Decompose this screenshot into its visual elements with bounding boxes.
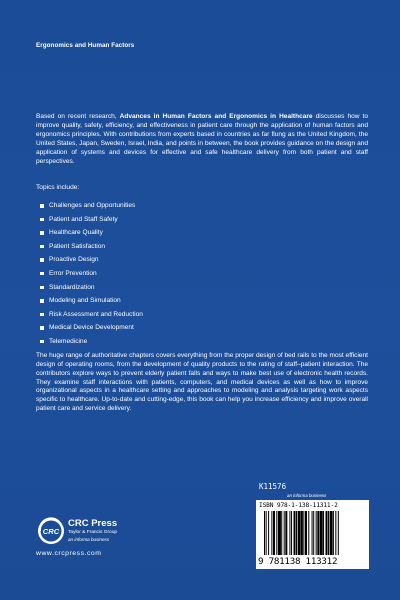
- barcode-bar: [333, 511, 334, 555]
- barcode-bar: [271, 511, 272, 555]
- list-item: [38, 294, 143, 308]
- topic-label: Patient and Staff Safety: [49, 215, 118, 223]
- topic-label: Modeling and Simulation: [49, 297, 121, 305]
- bullet-icon: [40, 258, 44, 262]
- barcode-bar: [335, 511, 336, 555]
- barcode-bar: [266, 511, 267, 555]
- book-title: Advances in Human Factors and Ergonomics in Healthcare: [119, 113, 313, 120]
- barcode-bar: [281, 511, 282, 555]
- barcode-icon: [264, 511, 362, 555]
- barcode-bar: [316, 511, 317, 555]
- list-item: [38, 308, 143, 322]
- isbn-text: ISBN 978-1-138-11311-2: [259, 502, 338, 509]
- topic-label: Patient Satisfaction: [49, 242, 106, 250]
- barcode-bar: [285, 511, 287, 555]
- topic-label: Standardization: [49, 283, 95, 291]
- barcode-bar: [320, 511, 323, 555]
- topic-label: Healthcare Quality: [49, 229, 103, 237]
- barcode-bar: [296, 511, 297, 555]
- bullet-icon: [40, 204, 44, 208]
- description-paragraph: The huge range of authoritative chapters covers everything from the proper design of bed rails to the most efficient design of operating rooms, from the development of quality products to the rating of staff–patient interaction. The contributors explore ways to prevent elderly patient falls and ways to make best use of electronic health records. They examine staff interactions with patients, computers, and medical devices as well as how to improve organizational aspects in a healthcare setting and approaches to modeling and analysis targeting work aspects specific to healthcare. Up-to-date and cutting-edge, this book can help you increase efficiency and improve overall patient care and service delivery.: [36, 352, 368, 413]
- barcode-bar: [330, 511, 333, 555]
- barcode-bar: [303, 511, 304, 555]
- bullet-icon: [40, 272, 44, 276]
- publisher-website: www.crcpress.com: [36, 550, 102, 557]
- bullet-icon: [40, 286, 44, 290]
- bullet-icon: [40, 231, 44, 235]
- barcode-bar: [276, 511, 277, 555]
- barcode-bar: [278, 511, 281, 555]
- topic-label: Medical Device Development: [49, 324, 134, 332]
- crc-press-logo-icon: [37, 517, 65, 545]
- barcode-label: [256, 500, 369, 569]
- barcode-bar: [326, 511, 328, 555]
- barcode-bar: [284, 511, 285, 555]
- bullet-icon: [40, 340, 44, 344]
- list-item: [38, 226, 143, 240]
- barcode-bar: [273, 511, 275, 555]
- list-item: [38, 281, 143, 295]
- barcode-bar: [308, 511, 309, 555]
- product-code: K11576: [259, 482, 287, 491]
- topics-list: [38, 199, 143, 349]
- topic-label: Proactive Design: [49, 256, 99, 264]
- barcode-bar: [328, 511, 329, 555]
- bullet-icon: [40, 313, 44, 317]
- topic-label: Challenges and Opportunities: [49, 202, 136, 209]
- barcode-bar: [338, 511, 339, 555]
- bullet-icon: [40, 218, 44, 222]
- barcode-bar: [298, 511, 301, 555]
- barcode-bar: [268, 511, 269, 555]
- list-item: [38, 267, 143, 281]
- intro-rest: discusses how to improve quality, safety, efficiency, and effectiveness in patient care through the application of human factors and ergonomics principles. With contributions from experts based in countries as far flung as the United Kingdom, the United States, Japan, Sweden, Israel, India, and points in between, the book provides guidance on the design and application of systems and devices for effective and safe healthcare delivery from both patient and staff perspectives.: [36, 113, 369, 165]
- barcode-bar: [317, 511, 319, 555]
- barcode-bar: [305, 511, 307, 555]
- series-title: Ergonomics and Human Factors: [36, 42, 135, 49]
- intro-lead: Based on recent research,: [36, 113, 120, 120]
- list-item: [38, 253, 143, 267]
- bullet-icon: [40, 245, 44, 249]
- informa-tag: an informa business: [287, 493, 327, 498]
- barcode-bar: [291, 511, 292, 555]
- barcode-bar: [264, 511, 265, 555]
- barcode-bar: [301, 511, 303, 555]
- publisher-name: CRC Press: [68, 518, 118, 529]
- bullet-icon: [40, 326, 44, 330]
- list-item: [38, 199, 143, 213]
- publisher-tagline: an informa business: [68, 537, 110, 542]
- list-item: [38, 213, 143, 227]
- barcode-bar: [294, 511, 296, 555]
- list-item: [38, 240, 143, 254]
- crc-logo-text: CRC: [42, 526, 60, 536]
- list-item: [38, 335, 143, 349]
- topic-label: Risk Assessment and Reduction: [49, 310, 143, 318]
- topics-heading: Topics include:: [36, 184, 80, 191]
- bullet-icon: [40, 299, 44, 303]
- barcode-bar: [289, 511, 290, 555]
- publisher-group: Taylor & Francis Group: [68, 530, 118, 535]
- barcode-bar: [312, 511, 313, 555]
- intro-paragraph: [36, 113, 368, 166]
- ean-number: 9 781138 113312: [258, 556, 338, 567]
- list-item: [38, 321, 143, 335]
- barcode-bar: [323, 511, 324, 555]
- topic-label: Telemedicine: [49, 337, 88, 345]
- topic-label: Error Prevention: [49, 269, 97, 277]
- barcode-bar: [313, 511, 314, 555]
